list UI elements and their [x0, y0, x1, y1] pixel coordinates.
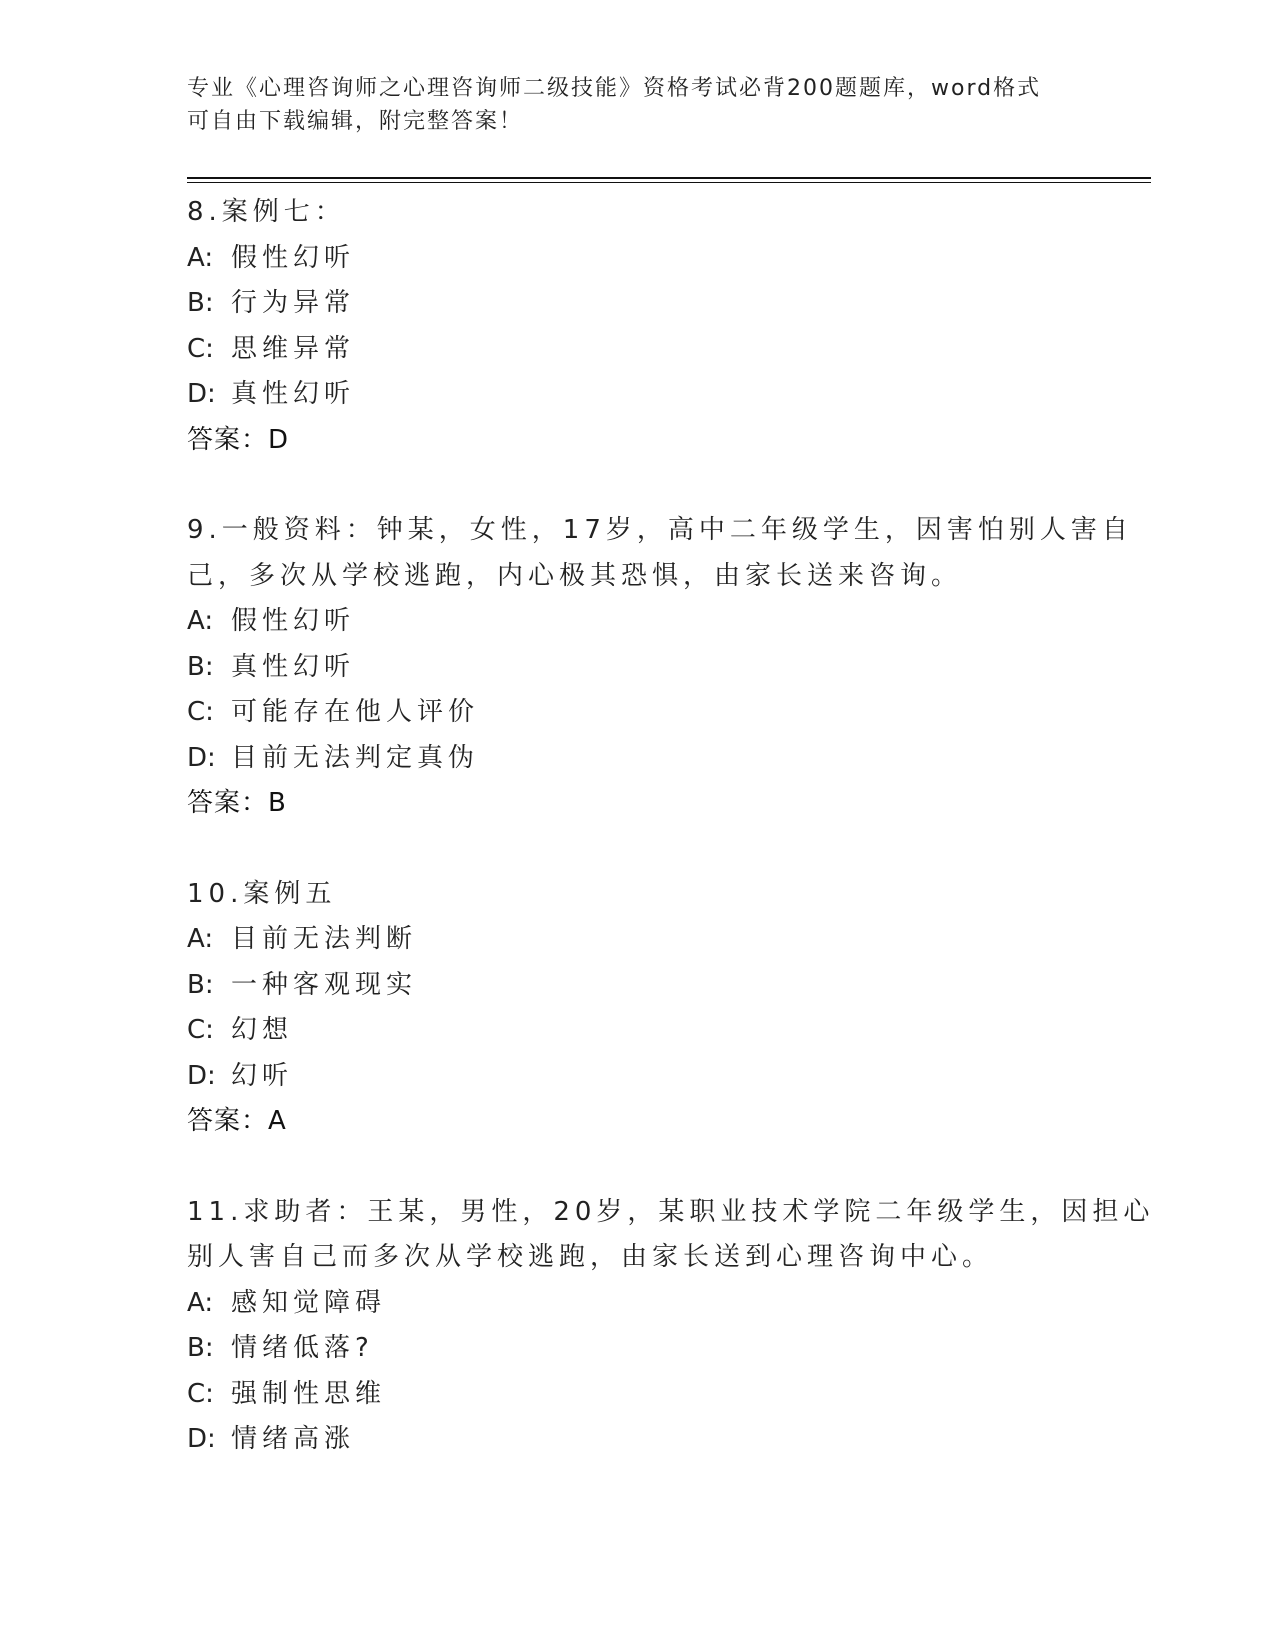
option-key: C:: [187, 1015, 214, 1045]
option-key: D:: [187, 742, 216, 773]
option-d: [187, 736, 1087, 782]
option-b: [187, 281, 1087, 327]
option-key: B:: [187, 969, 214, 1000]
option-a: [187, 236, 1087, 282]
option-text: 思维异常: [231, 333, 356, 364]
header-title-line-2: 可自由下载编辑，附完整答案！: [187, 109, 524, 134]
option-text: 感知觉障碍: [231, 1287, 387, 1318]
option-key: A:: [187, 924, 214, 954]
option-d: [187, 372, 1087, 418]
answer-label: 答案：B: [187, 788, 287, 818]
question-stem: 10.案例五: [187, 878, 337, 909]
option-text: 幻听: [231, 1060, 294, 1091]
option-text: 假性幻听: [231, 242, 356, 273]
option-text: 假性幻听: [231, 606, 356, 636]
option-text: 行为异常: [231, 288, 356, 318]
option-text: 目前无法判定真伪: [231, 742, 480, 773]
option-key: D:: [187, 1060, 216, 1091]
question-11: [187, 1190, 1155, 1463]
option-key: D:: [187, 379, 216, 409]
question-stem-line-2: 别人害自己而多次从学校逃跑，由家长送到心理咨询中心。: [187, 1242, 994, 1272]
option-key: A:: [187, 1287, 214, 1318]
question-stem-line-2: 己，多次从学校逃跑，内心极其恐惧，由家长送来咨询。: [187, 560, 963, 591]
option-c: [187, 327, 1087, 373]
option-c: [187, 1008, 1087, 1054]
option-text: 目前无法判断: [231, 924, 418, 954]
option-key: C:: [187, 1378, 214, 1409]
question-stem: 8.案例七：: [187, 197, 346, 227]
option-key: D:: [187, 1424, 216, 1454]
option-a: [187, 599, 1087, 645]
header-title-line-1: 专业《心理咨询师之心理咨询师二级技能》资格考试必背200题题库，word格式: [187, 76, 1042, 101]
option-key: A:: [187, 606, 214, 636]
option-text: 情绪高涨: [231, 1424, 356, 1454]
option-d: [187, 1417, 1087, 1463]
document-header: [187, 72, 1087, 138]
option-text: 真性幻听: [231, 651, 356, 682]
option-c: [187, 690, 1087, 736]
option-key: B:: [187, 1333, 214, 1363]
question-9: [187, 508, 1133, 827]
option-c: [187, 1372, 1087, 1418]
question-list: [187, 190, 1155, 1508]
option-text: 一种客观现实: [231, 969, 418, 1000]
answer-label: 答案：A: [187, 1106, 287, 1136]
option-key: C:: [187, 333, 214, 364]
header-divider-thin: [187, 182, 1151, 183]
question-8: [187, 190, 1087, 463]
option-b: [187, 645, 1087, 691]
option-key: C:: [187, 697, 214, 727]
question-stem-line-1: 9.一般资料：钟某，女性，17岁，高中二年级学生，因害怕别人害自: [187, 515, 1133, 545]
question-stem-line-1: 11.求助者：王某，男性，20岁，某职业技术学院二年级学生，因担心: [187, 1196, 1155, 1227]
question-10: [187, 872, 1087, 1145]
option-key: B:: [187, 651, 214, 682]
option-text: 情绪低落?: [231, 1333, 374, 1363]
option-text: 可能存在他人评价: [231, 697, 480, 727]
option-a: [187, 1281, 1087, 1327]
option-a: [187, 917, 1087, 963]
option-b: [187, 1326, 1087, 1372]
answer-label: 答案：D: [187, 424, 290, 455]
option-text: 强制性思维: [231, 1378, 387, 1409]
option-d: [187, 1054, 1087, 1100]
option-text: 幻想: [231, 1015, 294, 1045]
option-key: A:: [187, 242, 214, 273]
header-divider-thick: [187, 177, 1151, 179]
option-key: B:: [187, 288, 214, 318]
option-b: [187, 963, 1087, 1009]
option-text: 真性幻听: [231, 379, 356, 409]
